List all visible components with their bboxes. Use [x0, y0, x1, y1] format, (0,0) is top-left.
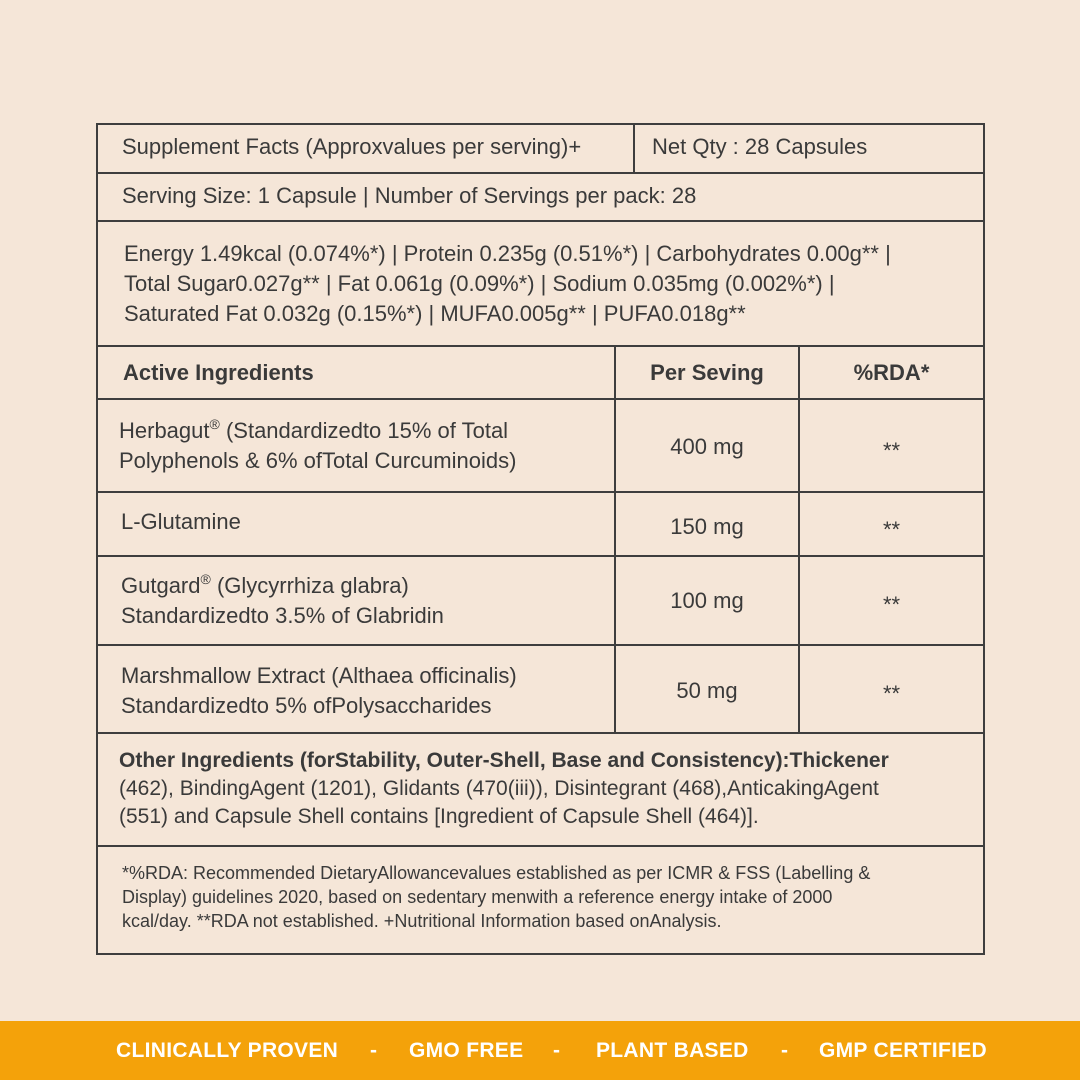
other-ingredients-line: (551) and Capsule Shell contains [Ingredient of Capsule Shell (464)].: [119, 805, 759, 828]
header-cell-rda: [798, 347, 983, 398]
rda-cell: [798, 493, 983, 555]
ingredient-name-cell: [98, 557, 614, 644]
amount-cell: [614, 557, 798, 644]
other-ingredients-line: (462), BindingAgent (1201), Glidants (470(iii)), Disintegrant (468),AnticakingAgent: [119, 777, 879, 800]
ingredient-row: [98, 493, 983, 557]
rda-cell: [798, 400, 983, 491]
ingredient-name-line2: Polyphenols & 6% ofTotal Curcuminoids): [119, 448, 517, 473]
ingredient-name-cell: [98, 646, 614, 732]
nutrition-row: [98, 222, 983, 347]
ingredient-name-line2: Standardizedto 3.5% of Glabridin: [121, 603, 444, 628]
amount-cell: [614, 400, 798, 491]
certification-banner: [0, 1021, 1080, 1080]
ingredient-name-line1: [121, 571, 409, 601]
badge-gmo-free: GMO FREE: [409, 1039, 524, 1062]
ingredient-detail: (Standardizedto 15% of Total: [219, 418, 509, 443]
footnote-line: Display) guidelines 2020, based on sedentary menwith a reference energy intake of 2000: [122, 887, 833, 907]
facts-title: Supplement Facts (Approxvalues per serving)+: [122, 134, 582, 159]
nutrition-line: Saturated Fat 0.032g (0.15%*) | MUFA0.005g** | PUFA0.018g**: [124, 301, 746, 326]
footnote-line: *%RDA: Recommended DietaryAllowancevalues established as per ICMR & FSS (Labelling &: [122, 863, 871, 883]
rda-cell: [798, 646, 983, 732]
other-ingredients-label: Other Ingredients (forStability, Outer-Shell, Base and Consistency):Thickener: [119, 749, 889, 772]
ingredient-amount: 100 mg: [670, 588, 744, 613]
badge-separator: -: [553, 1039, 560, 1062]
ingredient-amount: 50 mg: [676, 678, 738, 703]
ingredient-brand: Gutgard: [121, 573, 201, 598]
footnote-row: [98, 847, 983, 953]
badge-plant-based: PLANT BASED: [596, 1039, 749, 1062]
amount-cell: [614, 646, 798, 732]
ingredient-name-cell: [98, 400, 614, 491]
ingredient-name-line2: Standardizedto 5% ofPolysaccharides: [121, 693, 492, 718]
ingredient-name-line1: Marshmallow Extract (Althaea officinalis): [121, 663, 517, 688]
footnote-line: kcal/day. **RDA not established. +Nutritional Information based onAnalysis.: [122, 911, 722, 931]
header-cell-per-serving: [614, 347, 798, 398]
facts-header-row: [98, 125, 983, 174]
badge-clinically-proven: CLINICALLY PROVEN: [116, 1039, 339, 1062]
net-qty-cell: [633, 125, 983, 172]
badge-separator: -: [370, 1039, 377, 1062]
header-rda: %RDA*: [853, 360, 930, 385]
ingredient-rda: **: [882, 592, 901, 617]
registered-mark: ®: [200, 571, 211, 587]
facts-title-cell: [98, 125, 633, 172]
amount-cell: [614, 493, 798, 555]
ingredient-rda: **: [882, 681, 901, 706]
ingredient-row: [98, 557, 983, 646]
other-ingredients-row: [98, 734, 983, 847]
ingredient-amount: 400 mg: [670, 434, 744, 459]
ingredients-header-row: [98, 347, 983, 400]
ingredient-amount: 150 mg: [670, 514, 744, 539]
header-per-serving: Per Seving: [650, 360, 764, 385]
ingredient-row: [98, 400, 983, 493]
nutrition-line: Energy 1.49kcal (0.074%*) | Protein 0.235g (0.51%*) | Carbohydrates 0.00g** |: [124, 241, 891, 266]
ingredient-name-cell: [98, 493, 614, 555]
ingredient-row: [98, 646, 983, 734]
badge-gmp-certified: GMP CERTIFIED: [819, 1039, 988, 1062]
ingredient-detail: (Glycyrrhiza glabra): [210, 573, 409, 598]
badge-separator: -: [781, 1039, 788, 1062]
ingredient-name-line1: [119, 416, 508, 446]
rda-cell: [798, 557, 983, 644]
ingredient-brand: Herbagut: [119, 418, 210, 443]
serving-row: [98, 174, 983, 222]
supplement-facts-panel: [96, 123, 985, 955]
ingredient-rda: **: [882, 438, 901, 463]
registered-mark: ®: [209, 416, 220, 432]
header-cell-ingredients: [98, 347, 614, 398]
nutrition-line: Total Sugar0.027g** | Fat 0.061g (0.09%*) | Sodium 0.035mg (0.002%*) |: [124, 271, 835, 296]
ingredient-name-line1: L-Glutamine: [121, 509, 241, 534]
header-active-ingredients: Active Ingredients: [123, 360, 314, 385]
net-qty: Net Qty : 28 Capsules: [652, 134, 868, 159]
ingredient-rda: **: [882, 517, 901, 542]
serving-info: Serving Size: 1 Capsule | Number of Servings per pack: 28: [122, 183, 697, 208]
